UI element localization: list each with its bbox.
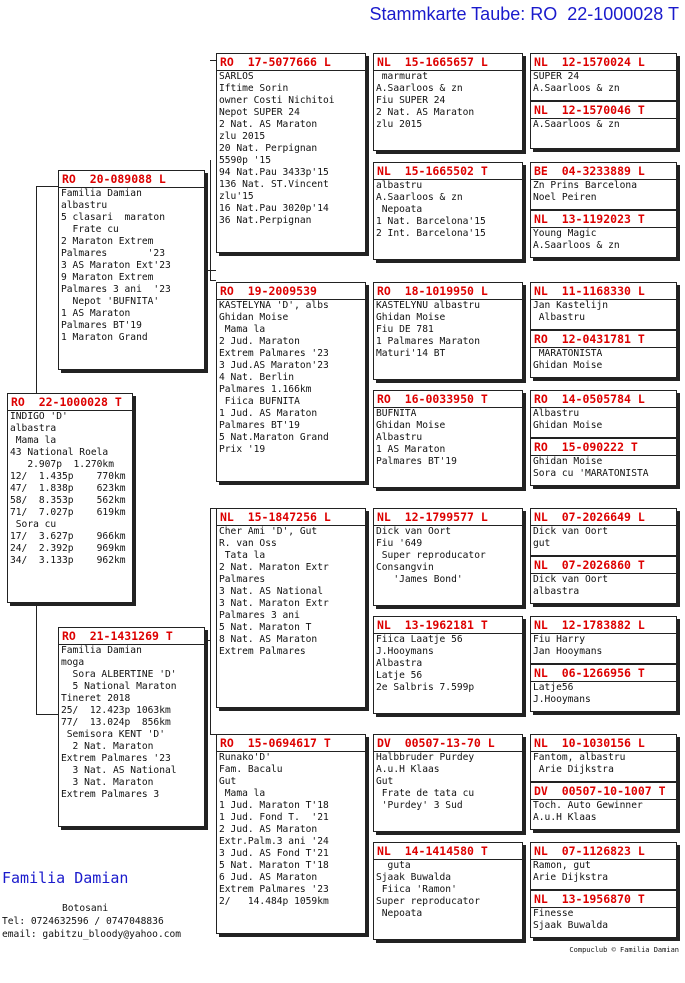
- card-text-line: 1 AS Maraton: [376, 444, 446, 455]
- card-text-line: 12/ 1.435p 770km: [10, 471, 126, 482]
- card-text-line: 2.907p 1.270km: [10, 459, 114, 470]
- card-text-line: 3 Jud. AS Fond T'21: [219, 848, 329, 859]
- card-text-line: 2 Nat. Maraton: [61, 741, 154, 752]
- card-text-line: 71/ 7.027p 619km: [10, 507, 126, 518]
- card-text-line: Palmares '23: [61, 248, 165, 259]
- card-text-line: Albastru: [376, 432, 423, 443]
- pedigree-card-mm: [216, 734, 366, 934]
- card-text-line: Sora ALBERTINE 'D': [61, 669, 177, 680]
- pedigree-card-p: [7, 393, 133, 603]
- card-text-line: 77/ 13.024p 856km: [61, 717, 171, 728]
- card-text-line: 24/ 2.392p 969km: [10, 543, 126, 554]
- pedigree-card-fmm: [373, 390, 523, 488]
- card-text-line: albastra: [533, 586, 580, 597]
- ring-number: DV 00507-13-70 L: [374, 735, 522, 752]
- ring-number: NL 14-1414580 T: [374, 843, 522, 860]
- card-text-line: Fiica Laatje 56: [376, 634, 463, 645]
- card-text-line: albastru: [61, 200, 108, 211]
- card-text-line: Fiica 'Ramon': [376, 884, 457, 895]
- card-text-line: Fam. Bacalu: [219, 764, 283, 775]
- card-text-line: 58/ 8.353p 562km: [10, 495, 126, 506]
- ring-number: RO 22-1000028 T: [8, 394, 132, 411]
- ring-number: BE 04-3233889 L: [531, 163, 676, 180]
- card-text-line: 'Purdey' 3 Sud: [376, 800, 463, 811]
- card-text-line: 5590p '15: [219, 155, 271, 166]
- pedigree-card-mmf: [373, 734, 523, 832]
- card-text-line: 5 National Maraton: [61, 681, 177, 692]
- card-text-line: Palmares 3 ani '23: [61, 284, 171, 295]
- card-text-line: Halbbruder Purdey: [376, 752, 475, 763]
- card-text-line: A.Saarloos & zn: [376, 192, 463, 203]
- card-text-line: R. van Oss: [219, 538, 277, 549]
- ring-number: NL 06-1266956 T: [531, 665, 676, 682]
- card-text-line: Jan Kastelijn: [533, 300, 609, 311]
- card-text-line: 5 Nat. Maraton T: [219, 622, 312, 633]
- card-text-line: Zn Prins Barcelona: [533, 180, 637, 191]
- card-text-line: 1 Jud. Fond T. '21: [219, 812, 329, 823]
- card-text-line: A.Saarloos & zn: [533, 119, 620, 130]
- card-text-line: 1 Nat. Barcelona'15: [376, 216, 486, 227]
- card-text-line: Ghidan Moise: [533, 360, 603, 371]
- card-text-line: 3 Jud.AS Maraton'23: [219, 360, 329, 371]
- card-text-line: Dick van Oort: [533, 574, 609, 585]
- card-text-line: SARLOS: [219, 71, 254, 82]
- pedigree-card-g2: [530, 101, 677, 149]
- pedigree-card-ff: [216, 53, 366, 253]
- ring-number: RO 15-090222 T: [531, 439, 676, 456]
- card-text-line: 2 Maraton Extrem: [61, 236, 154, 247]
- pedigree-card-g7: [530, 390, 677, 438]
- card-text-line: 17/ 3.627p 966km: [10, 531, 126, 542]
- ring-number: RO 15-0694617 T: [217, 735, 365, 752]
- card-text-line: A.Saarloos & zn: [533, 240, 620, 251]
- card-text-line: 2 Int. Barcelona'15: [376, 228, 486, 239]
- card-text-line: Extrem Palmares '23: [219, 348, 329, 359]
- card-text-line: 3 Nat. AS National: [219, 586, 323, 597]
- card-text-line: Extrem Palmares: [219, 646, 306, 657]
- card-text-line: moga: [61, 657, 85, 668]
- card-text-line: 9 Maraton Extrem: [61, 272, 154, 283]
- card-text-line: MARATONISTA: [533, 348, 603, 359]
- card-text-line: Fantom, albastru: [533, 752, 626, 763]
- pedigree-card-g8: [530, 438, 677, 486]
- card-text-line: J.Hooymans: [376, 646, 434, 657]
- breeder-email[interactable]: email: gabitzu_bloody@yahoo.com: [2, 929, 182, 940]
- card-text-line: Super reproducator: [376, 896, 480, 907]
- card-text-line: Consangvin: [376, 562, 434, 573]
- ring-number: NL 15-1665657 L: [374, 54, 522, 71]
- pedigree-card-m: [58, 627, 205, 827]
- pedigree-card-mf: [216, 508, 366, 708]
- card-text-line: Mama la: [10, 435, 57, 446]
- card-text-line: Iftime Sorin: [219, 83, 289, 94]
- card-text-line: KASTELYNA 'D', albs: [219, 300, 329, 311]
- card-text-line: Noel Peiren: [533, 192, 597, 203]
- ring-number: RO 18-1019950 L: [374, 283, 522, 300]
- ring-number: NL 12-1799577 L: [374, 509, 522, 526]
- card-text-line: 2 Nat. AS Maraton: [219, 119, 318, 130]
- ring-number: NL 07-1126823 L: [531, 843, 676, 860]
- pedigree-card-g13: [530, 734, 677, 782]
- card-text-line: Young Magic: [533, 228, 597, 239]
- card-text-line: marmurat: [376, 71, 428, 82]
- breeder-phone: Tel: 0724632596 / 0747048836: [2, 916, 164, 927]
- card-text-line: 8 Nat. AS Maraton: [219, 634, 318, 645]
- card-text-line: 136 Nat. ST.Vincent: [219, 179, 329, 190]
- ring-number: RO 20-089088 L: [59, 171, 204, 188]
- pedigree-card-g9: [530, 508, 677, 556]
- card-text-line: A.u.H Klaas: [533, 812, 597, 823]
- card-text-line: 3 Nat. AS National: [61, 765, 177, 776]
- card-text-line: 47/ 1.838p 623km: [10, 483, 126, 494]
- card-text-line: Fiu Harry: [533, 634, 585, 645]
- card-text-line: Mama la: [219, 788, 266, 799]
- card-text-line: Toch. Auto Gewinner: [533, 800, 643, 811]
- card-text-line: 1 AS Maraton: [61, 308, 131, 319]
- ring-number: RO 17-5077666 L: [217, 54, 365, 71]
- card-text-line: Extrem Palmares '23: [219, 884, 329, 895]
- card-text-line: Ghidan Moise: [533, 456, 603, 467]
- card-text-line: Ghidan Moise: [376, 312, 446, 323]
- ring-number: NL 11-1168330 L: [531, 283, 676, 300]
- card-text-line: Mama la: [219, 324, 266, 335]
- card-text-line: Sjaak Buwalda: [376, 872, 452, 883]
- card-text-line: A.Saarloos & zn: [376, 83, 463, 94]
- card-text-line: Familia Damian: [61, 188, 142, 199]
- card-text-line: Extrem Palmares 3: [61, 789, 160, 800]
- card-text-line: 5 Nat.Maraton Grand: [219, 432, 329, 443]
- card-text-line: Super reproducator: [376, 550, 486, 561]
- card-text-line: Ghidan Moise: [376, 420, 446, 431]
- breeder-name: Familia Damian: [2, 869, 129, 887]
- card-text-line: Latje56: [533, 682, 574, 693]
- card-text-line: Fiu '649: [376, 538, 423, 549]
- ring-number: NL 13-1962181 T: [374, 617, 522, 634]
- card-text-line: zlu'15: [219, 191, 254, 202]
- ring-number: NL 15-1665502 T: [374, 163, 522, 180]
- card-text-line: Jan Hooymans: [533, 646, 603, 657]
- card-text-line: Prix '19: [219, 444, 266, 455]
- pedigree-card-fff: [373, 53, 523, 151]
- card-text-line: 2e Salbris 7.599p: [376, 682, 475, 693]
- card-text-line: Nepot SUPER 24: [219, 107, 300, 118]
- breeder-city: Botosani: [62, 903, 109, 914]
- card-text-line: 16 Nat.Pau 3020p'14: [219, 203, 329, 214]
- card-text-line: 6 Jud. AS Maraton: [219, 872, 318, 883]
- card-text-line: SUPER 24: [533, 71, 580, 82]
- card-text-line: Palmares: [219, 574, 266, 585]
- card-text-line: 34/ 3.133p 962km: [10, 555, 126, 566]
- page-title: Stammkarte Taube: RO 22-1000028 T: [369, 4, 679, 24]
- card-text-line: 1 Jud. Maraton T'18: [219, 800, 329, 811]
- card-text-line: INDIGO 'D': [10, 411, 68, 422]
- card-text-line: Sora cu: [10, 519, 57, 530]
- card-text-line: 1 Maraton Grand: [61, 332, 148, 343]
- pedigree-card-g10: [530, 556, 677, 604]
- pedigree-card-g4: [530, 210, 677, 258]
- pedigree-card-fmf: [373, 282, 523, 380]
- card-text-line: Palmares BT'19: [376, 456, 457, 467]
- pedigree-card-fm: [216, 282, 366, 482]
- card-text-line: Sora cu 'MARATONISTA: [533, 468, 649, 479]
- card-text-line: Gut: [376, 776, 394, 787]
- card-text-line: albastra: [10, 423, 57, 434]
- pedigree-card-f: [58, 170, 205, 370]
- card-text-line: albastru: [376, 180, 423, 191]
- card-text-line: 5 Nat. Maraton T'18: [219, 860, 329, 871]
- card-text-line: Runako'D': [219, 752, 271, 763]
- card-text-line: 1 Palmares Maraton: [376, 336, 480, 347]
- card-text-line: Fiu SUPER 24: [376, 95, 446, 106]
- card-text-line: Palmares BT'19: [61, 320, 142, 331]
- card-text-line: Ramon, gut: [533, 860, 591, 871]
- card-text-line: Albastra: [376, 658, 423, 669]
- ring-number: DV 00507-10-1007 T: [531, 783, 676, 800]
- card-text-line: owner Costi Nichitoi: [219, 95, 335, 106]
- card-text-line: J.Hooymans: [533, 694, 591, 705]
- card-text-line: 25/ 12.423p 1063km: [61, 705, 171, 716]
- card-text-line: Palmares 1.166km: [219, 384, 312, 395]
- card-text-line: guta: [376, 860, 411, 871]
- card-text-line: Gut: [219, 776, 237, 787]
- pedigree-card-mff: [373, 508, 523, 606]
- card-text-line: Albastru: [533, 312, 585, 323]
- card-text-line: zlu 2015: [376, 119, 423, 130]
- ring-number: NL 07-2026860 T: [531, 557, 676, 574]
- card-text-line: Ghidan Moise: [219, 312, 289, 323]
- ring-number: NL 13-1956870 T: [531, 891, 676, 908]
- ring-number: NL 12-1570046 T: [531, 102, 676, 119]
- card-text-line: Albastru: [533, 408, 580, 419]
- card-text-line: 3 Nat. Maraton Extr: [219, 598, 329, 609]
- pedigree-card-mmm: [373, 842, 523, 940]
- ring-number: RO 19-2009539: [217, 283, 365, 300]
- card-text-line: Palmares 3 ani: [219, 610, 300, 621]
- card-text-line: 'James Bond': [376, 574, 463, 585]
- pedigree-card-g3: [530, 162, 677, 210]
- card-text-line: Semisora KENT 'D': [61, 729, 165, 740]
- card-text-line: Fiica BUFNITA: [219, 396, 300, 407]
- pedigree-card-g14: [530, 782, 677, 830]
- card-text-line: Familia Damian: [61, 645, 142, 656]
- pedigree-card-g6: [530, 330, 677, 378]
- card-text-line: 2 Nat. AS Maraton: [376, 107, 475, 118]
- card-text-line: Arie Dijkstra: [533, 872, 609, 883]
- card-text-line: 1 Jud. AS Maraton: [219, 408, 318, 419]
- ring-number: RO 12-0431781 T: [531, 331, 676, 348]
- card-text-line: Extrem Palmares '23: [61, 753, 171, 764]
- card-text-line: Nepoata: [376, 908, 423, 919]
- card-text-line: Fiu DE 781: [376, 324, 434, 335]
- pedigree-card-g11: [530, 616, 677, 664]
- card-text-line: KASTELYNU albastru: [376, 300, 480, 311]
- credit: Compuclub © Familia Damian: [569, 946, 679, 954]
- card-text-line: A.u.H Klaas: [376, 764, 440, 775]
- card-text-line: 3 AS Maraton Ext'23: [61, 260, 171, 271]
- card-text-line: A.Saarloos & zn: [533, 83, 620, 94]
- card-text-line: Sjaak Buwalda: [533, 920, 609, 931]
- card-text-line: 4 Nat. Berlin: [219, 372, 295, 383]
- pedigree-card-g12: [530, 664, 677, 712]
- card-text-line: Finesse: [533, 908, 574, 919]
- pedigree-card-g1: [530, 53, 677, 101]
- card-text-line: 2 Nat. Maraton Extr: [219, 562, 329, 573]
- pedigree-card-mfm: [373, 616, 523, 714]
- card-text-line: 3 Nat. Maraton: [61, 777, 154, 788]
- ring-number: NL 12-1570024 L: [531, 54, 676, 71]
- pedigree-card-g5: [530, 282, 677, 330]
- card-text-line: Arie Dijkstra: [533, 764, 614, 775]
- card-text-line: Nepot 'BUFNITA': [61, 296, 160, 307]
- card-text-line: Latje 56: [376, 670, 423, 681]
- card-text-line: Maturi'14 BT: [376, 348, 446, 359]
- ring-number: NL 13-1192023 T: [531, 211, 676, 228]
- card-text-line: Tata la: [219, 550, 266, 561]
- ring-number: RO 21-1431269 T: [59, 628, 204, 645]
- ring-number: NL 15-1847256 L: [217, 509, 365, 526]
- card-text-line: 36 Nat.Perpignan: [219, 215, 312, 226]
- card-text-line: 2 Jud. AS Maraton: [219, 824, 318, 835]
- card-text-line: zlu 2015: [219, 131, 266, 142]
- card-text-line: gut: [533, 538, 551, 549]
- ring-number: NL 12-1783882 L: [531, 617, 676, 634]
- card-text-line: Frate de tata cu: [376, 788, 475, 799]
- pedigree-card-ffm: [373, 162, 523, 260]
- card-text-line: 5 clasari maraton: [61, 212, 165, 223]
- card-text-line: Cher Ami 'D', Gut: [219, 526, 318, 537]
- ring-number: RO 16-0033950 T: [374, 391, 522, 408]
- card-text-line: Frate cu: [61, 224, 119, 235]
- card-text-line: Dick van Oort: [376, 526, 452, 537]
- card-text-line: Ghidan Moise: [533, 420, 603, 431]
- pedigree-card-g16: [530, 890, 677, 938]
- card-text-line: Palmares BT'19: [219, 420, 300, 431]
- card-text-line: Tineret 2018: [61, 693, 131, 704]
- card-text-line: 20 Nat. Perpignan: [219, 143, 318, 154]
- card-text-line: 2/ 14.484p 1059km: [219, 896, 329, 907]
- card-text-line: 94 Nat.Pau 3433p'15: [219, 167, 329, 178]
- card-text-line: 43 National Roela: [10, 447, 109, 458]
- card-text-line: Nepoata: [376, 204, 423, 215]
- pedigree-card-g15: [530, 842, 677, 890]
- ring-number: RO 14-0505784 L: [531, 391, 676, 408]
- card-text-line: Extr.Palm.3 ani '24: [219, 836, 329, 847]
- card-text-line: BUFNITA: [376, 408, 417, 419]
- ring-number: NL 10-1030156 L: [531, 735, 676, 752]
- card-text-line: Dick van Oort: [533, 526, 609, 537]
- ring-number: NL 07-2026649 L: [531, 509, 676, 526]
- card-text-line: 2 Jud. Maraton: [219, 336, 300, 347]
